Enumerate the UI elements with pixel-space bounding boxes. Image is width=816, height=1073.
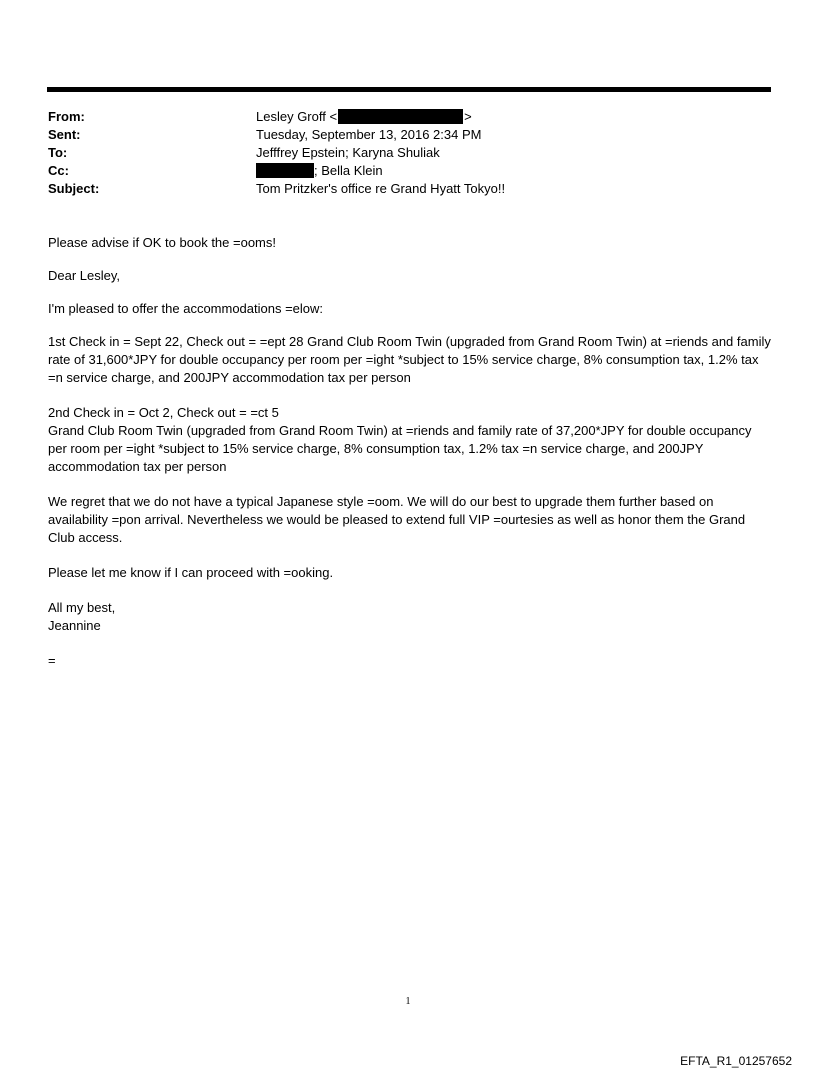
body-paragraph: Please let me know if I can proceed with =ooking. [48,565,334,580]
sent-value: Tuesday, September 13, 2016 2:34 PM [256,127,482,142]
to-value: Jefffrey Epstein; Karyna Shuliak [256,145,440,160]
greeting: Dear Lesley, [48,268,121,283]
subject-row [48,180,768,198]
signoff: All my best, [48,600,116,615]
second-stay-paragraph [48,404,772,476]
sent-row [48,126,768,144]
cc-value [256,162,383,180]
cc-row [48,162,768,180]
body-paragraph: Please advise if OK to book the =ooms! [48,235,276,250]
to-label: To: [48,145,68,160]
first-stay-paragraph: 1st Check in = Sept 22, Check out = =ept 28 Grand Club Room Twin (upgraded from Grand Room Twin) at =riends and family rate of 31,600*JPY for double occupancy per room per =ight *subject to 15% service charge, 8% consumption tax, 1.2% tax =n service charge, and 200JPY accommodation tax per person [48,334,771,385]
from-row [48,108,768,126]
subject-value: Tom Pritzker's office re Grand Hyatt Tokyo!! [256,181,506,196]
subject-label: Subject: [48,181,100,196]
trailing-character: = [48,653,56,668]
bates-number: EFTA_R1_01257652 [680,1054,792,1068]
email-header [48,108,768,198]
page-number: 1 [405,996,411,1007]
body-paragraph: We regret that we do not have a typical Japanese style =oom. We will do our best to upgrade them further based on availability =pon arrival. Nevertheless we would be pleased to extend full VIP =ourtesies as well as honor them the Grand Club access. [48,494,746,545]
second-stay-details: Grand Club Room Twin (upgraded from Grand Room Twin) at =riends and family rate of 37,200*JPY for double occupancy per room per =ight *subject to 15% service charge, 8% consumption tax, 1.2% tax =n service charge, and 200JPY accommodation tax per person [48,423,752,474]
header-rule [47,87,771,92]
redaction-block [256,163,314,178]
redaction-block [338,109,463,124]
sent-label: Sent: [48,127,81,142]
signer-name: Jeannine [48,618,101,633]
from-label: From: [48,109,85,124]
from-suffix: > [464,109,472,124]
from-name: Lesley Groff < [256,109,338,124]
body-paragraph: I'm pleased to offer the accommodations =elow: [48,301,324,316]
signature [48,599,772,635]
from-value [256,108,472,126]
second-stay-dates: 2nd Check in = Oct 2, Check out = =ct 5 [48,405,279,420]
cc-label: Cc: [48,163,69,178]
cc-names: ; Bella Klein [314,163,383,178]
to-row [48,144,768,162]
email-body [48,234,772,685]
